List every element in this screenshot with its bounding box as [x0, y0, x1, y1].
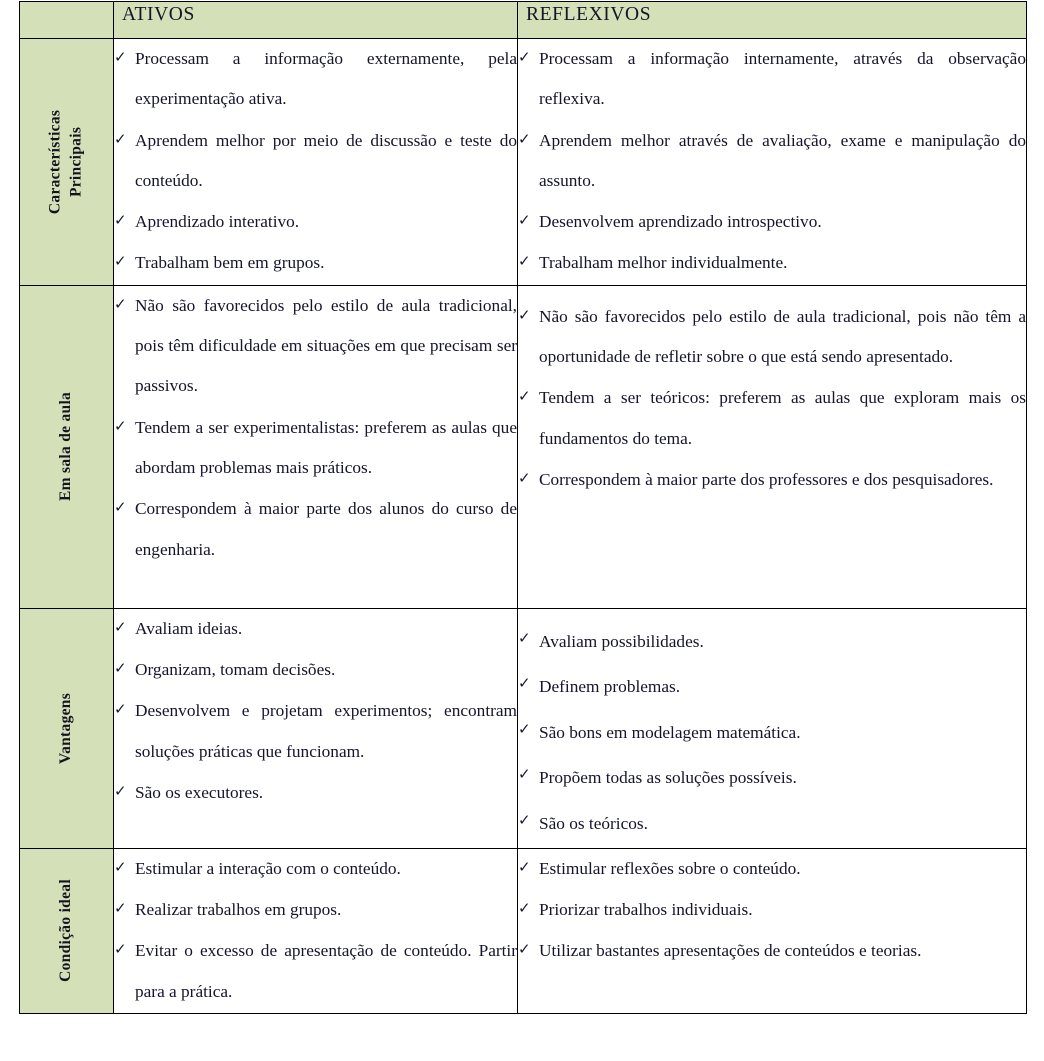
- row-label-condicao-ideal: [20, 848, 114, 1013]
- bullet-item: ✓ Evitar o excesso de apresentação de conteúdo. Partir para a prática.: [114, 931, 517, 1012]
- table-row: [20, 848, 1027, 1013]
- header-corner-blank: [20, 2, 114, 39]
- bullet-list: [114, 286, 517, 570]
- bullet-item: ✓ Processam a informação internamente, através da observação reflexiva.: [518, 39, 1026, 120]
- bullet-item: ✓ Tendem a ser teóricos: preferem as aulas que exploram mais os fundamentos do tema.: [518, 378, 1026, 459]
- cell-caracteristicas-reflexivos: [518, 39, 1027, 286]
- bullet-item: ✓ Realizar trabalhos em grupos.: [114, 890, 517, 930]
- row-label-text: Vantagens: [57, 692, 75, 764]
- table-row: [20, 608, 1027, 848]
- bullet-item: ✓ Trabalham melhor individualmente.: [518, 243, 1026, 283]
- active-reflective-comparison-table: [19, 1, 1027, 1014]
- table-row: [20, 285, 1027, 608]
- header-reflexivos-label: REFLEXIVOS: [526, 4, 652, 25]
- bullet-item: ✓ Definem problemas.: [518, 665, 1026, 709]
- bullet-item: ✓ Avaliam ideias.: [114, 609, 517, 649]
- bullet-item: ✓ Correspondem à maior parte dos alunos do curso de engenharia.: [114, 489, 517, 570]
- cell-condicao-reflexivos: [518, 848, 1027, 1013]
- bullet-item: ✓ Priorizar trabalhos individuais.: [518, 890, 1026, 930]
- cell-sala-reflexivos: [518, 285, 1027, 608]
- table-row: [20, 39, 1027, 286]
- bullet-item: ✓ Trabalham bem em grupos.: [114, 243, 517, 283]
- bullet-item: ✓ Propõem todas as soluções possíveis.: [518, 756, 1026, 800]
- bullet-item: ✓ Desenvolvem e projetam experimentos; encontram soluções práticas que funcionam.: [114, 691, 517, 772]
- bullet-list: [518, 39, 1026, 284]
- cell-sala-ativos: [114, 285, 518, 608]
- bullet-item: ✓ Estimular a interação com o conteúdo.: [114, 849, 517, 889]
- row-label-text: Em sala de aula: [57, 392, 75, 502]
- cell-vantagens-reflexivos: [518, 608, 1027, 848]
- row-label-em-sala-de-aula: [20, 285, 114, 608]
- row-label-text: Características Principais: [46, 109, 85, 215]
- bullet-item: ✓ Processam a informação externamente, pela experimentação ativa.: [114, 39, 517, 120]
- bullet-item: ✓ São bons em modelagem matemática.: [518, 711, 1026, 755]
- bullet-item: ✓ São os executores.: [114, 773, 517, 813]
- header-ativos: [114, 2, 518, 39]
- bullet-list: [518, 297, 1026, 500]
- bullet-item: ✓ Organizam, tomam decisões.: [114, 650, 517, 690]
- bullet-item: ✓ Estimular reflexões sobre o conteúdo.: [518, 849, 1026, 889]
- bullet-list: [114, 39, 517, 284]
- row-label-text: Condição ideal: [57, 879, 75, 983]
- cell-caracteristicas-ativos: [114, 39, 518, 286]
- header-ativos-label: ATIVOS: [122, 4, 195, 25]
- header-reflexivos: [518, 2, 1027, 39]
- cell-condicao-ativos: [114, 848, 518, 1013]
- bullet-item: ✓ Não são favorecidos pelo estilo de aula tradicional, pois têm dificuldade em situações em que precisam ser passivos.: [114, 286, 517, 407]
- bullet-item: ✓ Aprendem melhor por meio de discussão e teste do conteúdo.: [114, 121, 517, 202]
- bullet-list: [518, 849, 1026, 972]
- row-label-vantagens: [20, 608, 114, 848]
- bullet-list: [114, 849, 517, 1012]
- bullet-item: ✓ Avaliam possibilidades.: [518, 620, 1026, 664]
- bullet-item: ✓ Aprendizado interativo.: [114, 202, 517, 242]
- comparison-table-container: [19, 1, 1026, 1014]
- bullet-item: ✓ Aprendem melhor através de avaliação, exame e manipulação do assunto.: [518, 121, 1026, 202]
- cell-vantagens-ativos: [114, 608, 518, 848]
- bullet-item: ✓ São os teóricos.: [518, 802, 1026, 846]
- header-corner-label: [20, 2, 113, 4]
- bullet-item: ✓ Desenvolvem aprendizado introspectivo.: [518, 202, 1026, 242]
- bullet-list: [114, 609, 517, 813]
- table-header-row: [20, 2, 1027, 39]
- bullet-item: ✓ Tendem a ser experimentalistas: preferem as aulas que abordam problemas mais práticos.: [114, 408, 517, 489]
- bullet-list: [518, 620, 1026, 846]
- row-label-caracteristicas-principais: [20, 39, 114, 286]
- bullet-item: ✓ Não são favorecidos pelo estilo de aula tradicional, pois não têm a oportunidade de refletir sobre o que está sendo apresentado.: [518, 297, 1026, 378]
- bullet-item: ✓ Utilizar bastantes apresentações de conteúdos e teorias.: [518, 931, 1026, 971]
- bullet-item: ✓ Correspondem à maior parte dos professores e dos pesquisadores.: [518, 460, 1026, 500]
